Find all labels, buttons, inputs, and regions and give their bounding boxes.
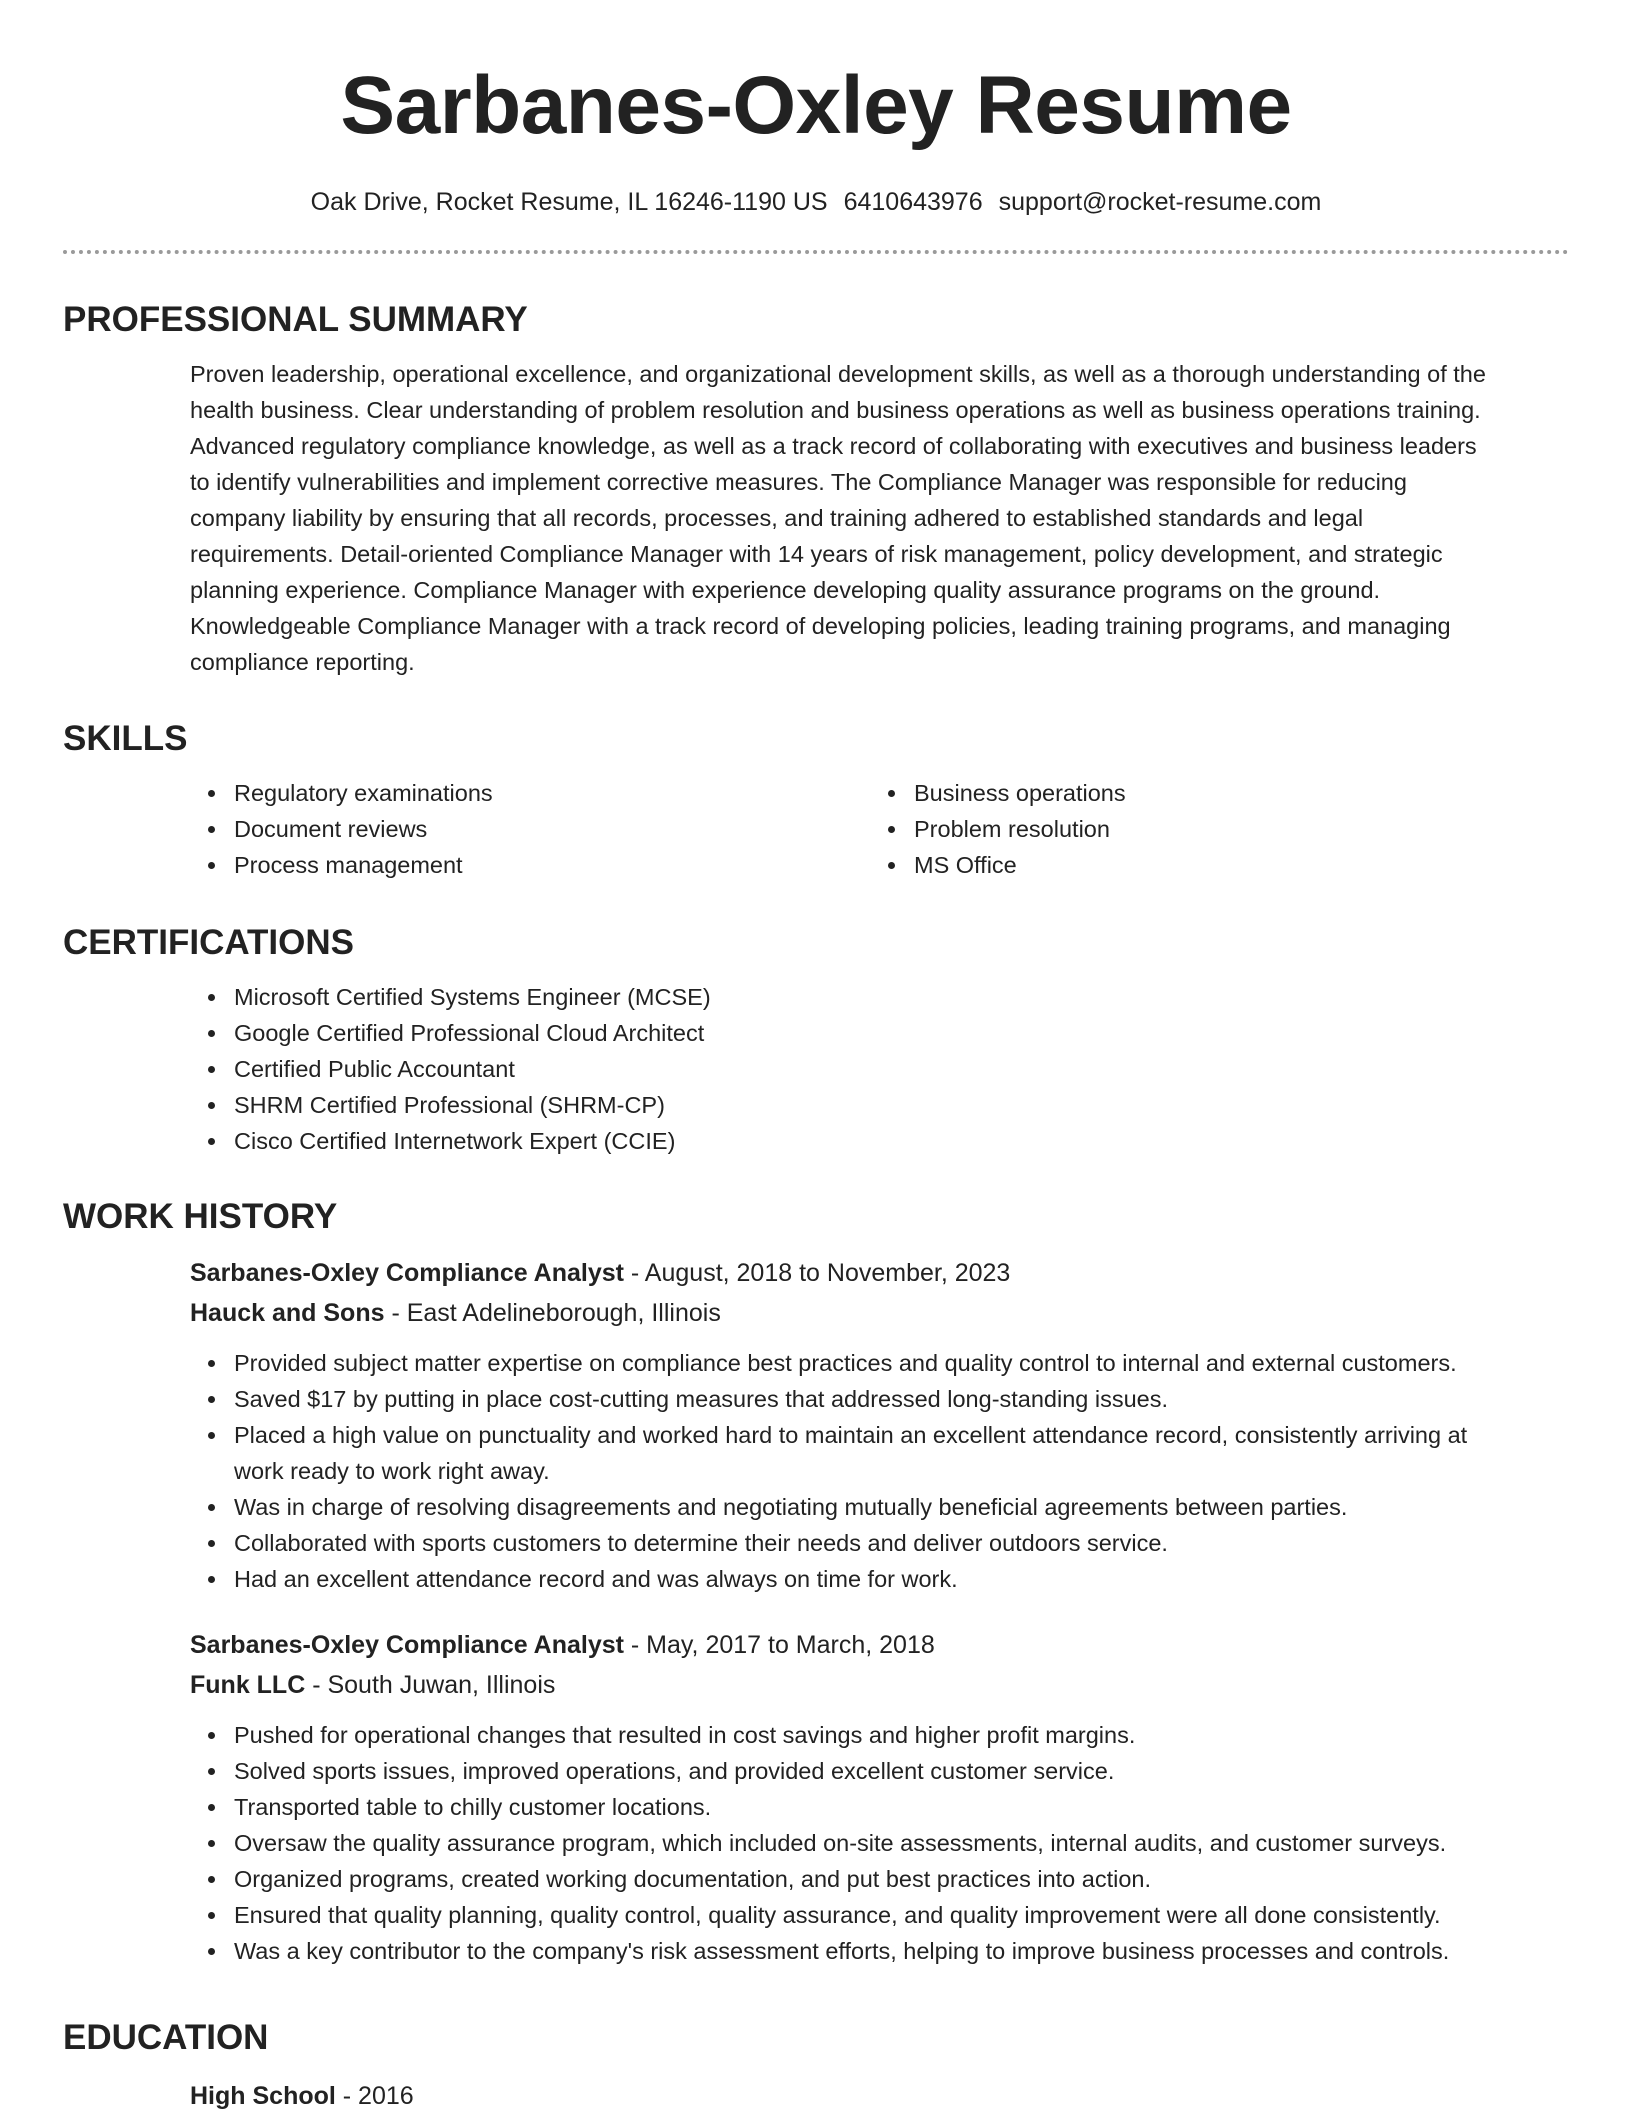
skill-item: Process management <box>234 847 870 883</box>
skills-column-left <box>190 775 870 883</box>
certification-item: Google Certified Professional Cloud Architect <box>234 1015 1573 1051</box>
summary-section <box>63 298 1573 680</box>
job-bullet: Pushed for operational changes that resulted in cost savings and higher profit margins. <box>234 1717 1573 1753</box>
summary-line: company liability by ensuring that all records, processes, and training adhered to established standards and legal <box>190 505 1364 531</box>
contact-line <box>0 186 1632 218</box>
contact-address: Oak Drive, Rocket Resume, IL 16246-1190 US <box>310 188 828 216</box>
job-bullet: Ensured that quality planning, quality control, quality assurance, and quality improvement were all done consistently. <box>234 1897 1573 1933</box>
job-dates: - August, 2018 to November, 2023 <box>623 1259 1011 1287</box>
job-company-line <box>190 1293 1573 1333</box>
summary-line: compliance reporting. <box>190 649 415 675</box>
job-company: Funk LLC <box>190 1671 306 1699</box>
job-bullet: Organized programs, created working documentation, and put best practices into action. <box>234 1861 1573 1897</box>
resume-title: Sarbanes-Oxley Resume <box>340 60 1292 151</box>
summary-text <box>190 356 1573 680</box>
skills-list-right <box>870 775 1550 883</box>
job-bullet-line: work ready to work right away. <box>234 1458 550 1484</box>
skills-list-left <box>190 775 870 883</box>
skill-item: Business operations <box>914 775 1550 811</box>
skills-grid <box>190 775 1573 883</box>
section-title-education: EDUCATION <box>63 2018 269 2057</box>
summary-line: health business. Clear understanding of problem resolution and business operations as well as business operations training. <box>190 397 1481 423</box>
skill-item: Document reviews <box>234 811 870 847</box>
certification-item: Microsoft Certified Systems Engineer (MCSE) <box>234 979 1573 1015</box>
job-bullet: Was in charge of resolving disagreements and negotiating mutually beneficial agreements between parties. <box>234 1489 1573 1525</box>
contact-email: support@rocket-resume.com <box>998 188 1322 216</box>
job-bullet: Oversaw the quality assurance program, which included on-site assessments, internal audits, and customer surveys. <box>234 1825 1573 1861</box>
education-section <box>63 2016 1573 2116</box>
certifications-section <box>63 921 1573 1159</box>
skill-item: Regulatory examinations <box>234 775 870 811</box>
job-bullets <box>190 1717 1573 1969</box>
section-title-summary: PROFESSIONAL SUMMARY <box>63 300 528 339</box>
job-bullet: Solved sports issues, improved operations, and provided excellent customer service. <box>234 1753 1573 1789</box>
skills-column-right <box>870 775 1550 883</box>
job-company: Hauck and Sons <box>190 1299 385 1327</box>
certification-item: Certified Public Accountant <box>234 1051 1573 1087</box>
certification-item: Cisco Certified Internetwork Expert (CCIE) <box>234 1123 1573 1159</box>
skill-item: MS Office <box>914 847 1550 883</box>
section-title-work-history: WORK HISTORY <box>63 1197 338 1236</box>
summary-line: Proven leadership, operational excellence, and organizational development skills, as well as a thorough understanding of the <box>190 361 1486 387</box>
job-bullet-line: Placed a high value on punctuality and worked hard to maintain an excellent attendance record, consistently arriving at <box>234 1422 1468 1448</box>
skills-section <box>63 717 1573 883</box>
header-divider <box>63 250 1569 254</box>
section-title-certifications: CERTIFICATIONS <box>63 923 355 962</box>
resume-header <box>0 0 1632 218</box>
job-bullet: Was a key contributor to the company's risk assessment efforts, helping to improve business processes and controls. <box>234 1933 1573 1969</box>
skill-item: Problem resolution <box>914 811 1550 847</box>
job-bullet: Had an excellent attendance record and was always on time for work. <box>234 1561 1573 1597</box>
education-school: High School <box>190 2082 336 2110</box>
summary-line: Advanced regulatory compliance knowledge, as well as a track record of collaborating with executives and business leaders <box>190 433 1477 459</box>
job-title-line <box>190 1625 1573 1665</box>
contact-phone: 6410643976 <box>843 188 983 216</box>
work-history-section <box>63 1195 1573 1969</box>
job-bullet: Collaborated with sports customers to determine their needs and deliver outdoors service. <box>234 1525 1573 1561</box>
job-title: Sarbanes-Oxley Compliance Analyst <box>190 1631 624 1659</box>
job-entry <box>190 1625 1573 1969</box>
summary-line: planning experience. Compliance Manager with experience developing quality assurance programs on the ground. <box>190 577 1381 603</box>
education-entry <box>190 2076 1573 2116</box>
job-entry <box>190 1253 1573 1597</box>
education-year: - 2016 <box>335 2082 414 2110</box>
summary-line: requirements. Detail-oriented Compliance Manager with 14 years of risk management, policy development, and strategic <box>190 541 1443 567</box>
job-bullet: Saved $17 by putting in place cost-cutting measures that addressed long-standing issues. <box>234 1381 1573 1417</box>
summary-line: Knowledgeable Compliance Manager with a track record of developing policies, leading training programs, and managing <box>190 613 1451 639</box>
certification-item: SHRM Certified Professional (SHRM-CP) <box>234 1087 1573 1123</box>
job-bullet: Provided subject matter expertise on compliance best practices and quality control to internal and external customers. <box>234 1345 1573 1381</box>
job-title-line <box>190 1253 1573 1293</box>
certifications-list <box>190 979 1573 1159</box>
job-location: - South Juwan, Illinois <box>305 1671 556 1699</box>
job-bullets <box>190 1345 1573 1597</box>
summary-line: to identify vulnerabilities and implement corrective measures. The Compliance Manager was responsible for reducing <box>190 469 1407 495</box>
job-bullet: Transported table to chilly customer locations. <box>234 1789 1573 1825</box>
job-title: Sarbanes-Oxley Compliance Analyst <box>190 1259 624 1287</box>
job-location: - East Adelineborough, Illinois <box>384 1299 721 1327</box>
job-dates: - May, 2017 to March, 2018 <box>623 1631 935 1659</box>
job-company-line <box>190 1665 1573 1705</box>
job-bullet <box>234 1417 1573 1489</box>
section-title-skills: SKILLS <box>63 719 188 758</box>
